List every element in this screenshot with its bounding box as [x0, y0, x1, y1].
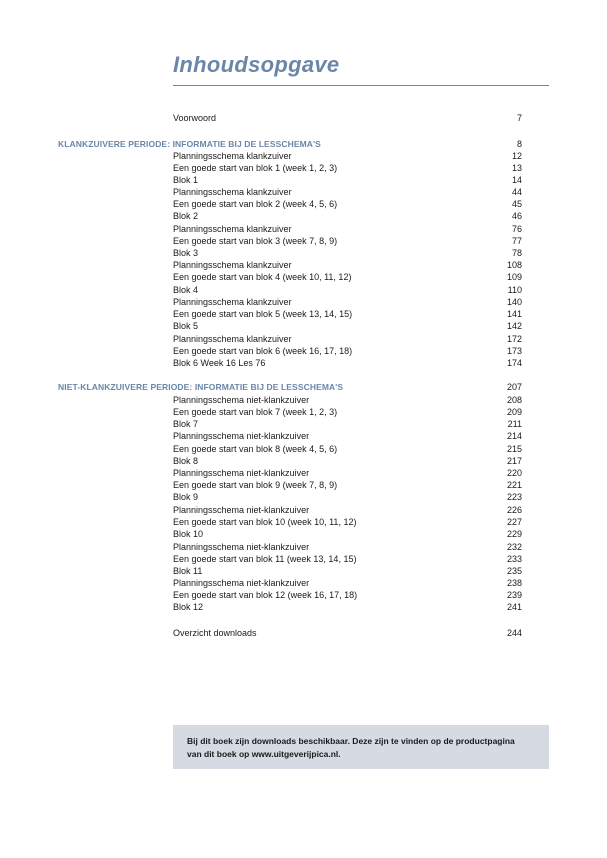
toc-entry-page-number: 239 [506, 590, 522, 600]
toc-entry-page-number: 241 [506, 602, 522, 612]
toc-entry-page-number: 76 [511, 224, 522, 234]
toc-entry-page-number: 108 [506, 260, 522, 270]
toc-entry-label: Planningsschema klankzuiver [173, 260, 292, 270]
toc-entry-label: Planningsschema niet-klankzuiver [173, 542, 310, 552]
downloads-note-line-1: Bij dit boek zijn downloads beschikbaar. Deze zijn te vinden op de productpagina [187, 736, 515, 746]
toc-entry-page-number: 14 [511, 175, 522, 185]
toc-entry-page-number: 45 [511, 199, 522, 209]
toc-entry-page-number: 141 [506, 309, 522, 319]
toc-entry-label: Blok 10 [173, 529, 204, 539]
toc-entry [173, 565, 522, 577]
toc-entry [173, 259, 522, 271]
toc-entry-label: Een goede start van blok 4 (week 10, 11, 12) [173, 272, 352, 282]
toc-entry [173, 162, 522, 174]
toc-entry-label: Blok 4 [173, 285, 199, 295]
toc-entry [173, 553, 522, 565]
toc-entry-page-number: 232 [506, 542, 522, 552]
downloads-note-line-2: van dit boek op www.uitgeverijpica.nl. [187, 749, 341, 759]
toc-entry-page-number: 173 [506, 346, 522, 356]
toc-entry-label: Blok 1 [173, 175, 199, 185]
toc-entry [173, 504, 522, 516]
toc-entry-page-number: 12 [511, 151, 522, 161]
toc-entry [173, 418, 522, 430]
toc-entry-label: Planningsschema klankzuiver [173, 151, 292, 161]
toc-entry-page-number: 233 [506, 554, 522, 564]
toc-entry [173, 406, 522, 418]
toc-entry-label: Blok 9 [173, 492, 199, 502]
toc-entry-page-number: 215 [506, 444, 522, 454]
toc-entry-page-number: 174 [506, 358, 522, 368]
toc-entry-page-number: 229 [506, 529, 522, 539]
toc-entry-page-number: 217 [506, 456, 522, 466]
toc-entry [173, 333, 522, 345]
toc-entry [173, 516, 522, 528]
toc-entry-page-number: 209 [506, 407, 522, 417]
toc-entry-page-number: 109 [506, 272, 522, 282]
toc-entry-label: Een goede start van blok 10 (week 10, 11, 12) [173, 517, 357, 527]
toc-entry-label: Blok 3 [173, 248, 199, 258]
toc-entry-label: NIET-KLANKZUIVERE PERIODE: INFORMATIE BIJ DE LESSCHEMA'S [58, 382, 344, 392]
toc-entry-label: Planningsschema klankzuiver [173, 224, 292, 234]
toc-entry [173, 198, 522, 210]
toc-entry [173, 357, 522, 369]
toc-entry-label: Een goede start van blok 8 (week 4, 5, 6) [173, 444, 338, 454]
toc-entry-label: Blok 5 [173, 321, 199, 331]
toc-entry-page-number: 220 [506, 468, 522, 478]
toc-entry-page-number: 13 [511, 163, 522, 173]
toc-entry-label: Planningsschema niet-klankzuiver [173, 395, 310, 405]
toc-entry [173, 235, 522, 247]
page-title: Inhoudsopgave [173, 52, 340, 77]
toc-entry-label: Voorwoord [173, 113, 217, 123]
toc-entry-label: Blok 6 Week 16 Les 76 [173, 358, 266, 368]
toc-entry-page-number: 8 [516, 139, 522, 149]
toc-entry-label: Overzicht downloads [173, 628, 257, 638]
toc-entry-page-number: 214 [506, 431, 522, 441]
toc-entry-label: Blok 12 [173, 602, 204, 612]
toc-section-heading [58, 381, 522, 393]
toc-entry-label: Planningsschema niet-klankzuiver [173, 468, 310, 478]
toc-entry-page-number: 140 [506, 297, 522, 307]
toc-entry-label: Planningsschema klankzuiver [173, 334, 292, 344]
toc-entry-page-number: 142 [506, 321, 522, 331]
toc-entry [173, 467, 522, 479]
toc-entry [173, 271, 522, 283]
toc-entry-page-number: 211 [507, 419, 522, 429]
toc-entry [173, 296, 522, 308]
toc-entry-label: Een goede start van blok 11 (week 13, 14, 15) [173, 554, 357, 564]
toc-entry-page-number: 207 [506, 382, 522, 392]
toc-entry [173, 394, 522, 406]
toc-entry [173, 247, 522, 259]
toc-entry [173, 577, 522, 589]
toc-entry-page-number: 223 [506, 492, 522, 502]
toc-entry-page-number: 227 [506, 517, 522, 527]
toc-entry [173, 210, 522, 222]
toc-entry-label: Planningsschema niet-klankzuiver [173, 431, 310, 441]
toc-entry [173, 627, 522, 639]
toc-entry-label: Blok 7 [173, 419, 199, 429]
toc-entry [173, 455, 522, 467]
toc-entry [173, 491, 522, 503]
toc-entry-page-number: 44 [511, 187, 522, 197]
toc-entry-page-number: 221 [506, 480, 522, 490]
toc-entry [173, 479, 522, 491]
toc-entry-label: KLANKZUIVERE PERIODE: INFORMATIE BIJ DE LESSCHEMA'S [58, 139, 321, 149]
toc-entry [173, 308, 522, 320]
toc-entry [173, 223, 522, 235]
toc-entry [173, 601, 522, 613]
toc-entry-label: Blok 8 [173, 456, 199, 466]
toc-entry-label: Een goede start van blok 3 (week 7, 8, 9) [173, 236, 338, 246]
toc-entry-label: Een goede start van blok 6 (week 16, 17, 18) [173, 346, 353, 356]
title-divider [173, 85, 549, 86]
toc-entry-page-number: 78 [511, 248, 522, 258]
toc-entry-label: Planningsschema klankzuiver [173, 187, 292, 197]
toc-entry [173, 541, 522, 553]
toc-entry-label: Planningsschema niet-klankzuiver [173, 578, 310, 588]
toc-entry-page-number: 172 [506, 334, 522, 344]
toc-entry [173, 528, 522, 540]
toc-entry [173, 320, 522, 332]
toc-entry-label: Een goede start van blok 1 (week 1, 2, 3) [173, 163, 338, 173]
toc-entry-page-number: 46 [511, 211, 522, 221]
toc-entry-label: Planningsschema klankzuiver [173, 297, 292, 307]
toc-entry-page-number: 244 [506, 628, 522, 638]
toc-entry [173, 443, 522, 455]
toc-entry-label: Een goede start van blok 12 (week 16, 17, 18) [173, 590, 358, 600]
toc-entry [173, 284, 522, 296]
toc-entry [173, 345, 522, 357]
toc-entry-page-number: 110 [507, 285, 522, 295]
toc-entry-page-number: 7 [516, 113, 522, 123]
toc-entry [173, 112, 522, 124]
toc-entry-page-number: 235 [506, 566, 522, 576]
toc-entry-label: Een goede start van blok 9 (week 7, 8, 9) [173, 480, 338, 490]
toc-entry-label: Een goede start van blok 5 (week 13, 14, 15) [173, 309, 353, 319]
toc-entry-page-number: 208 [506, 395, 522, 405]
toc-entry [173, 174, 522, 186]
toc-entry-page-number: 238 [506, 578, 522, 588]
toc-entry-page-number: 226 [506, 505, 522, 515]
toc-entry-label: Planningsschema niet-klankzuiver [173, 505, 310, 515]
toc-entry-page-number: 77 [511, 236, 522, 246]
toc-entry-label: Een goede start van blok 7 (week 1, 2, 3) [173, 407, 338, 417]
toc-entry-label: Blok 2 [173, 211, 199, 221]
toc-section-heading [58, 138, 522, 150]
downloads-note [173, 725, 549, 769]
toc-entry-label: Blok 11 [173, 566, 203, 576]
toc-entry [173, 150, 522, 162]
toc-entry [173, 186, 522, 198]
toc-entry [173, 430, 522, 442]
toc-entry [173, 589, 522, 601]
toc-entry-label: Een goede start van blok 2 (week 4, 5, 6) [173, 199, 338, 209]
